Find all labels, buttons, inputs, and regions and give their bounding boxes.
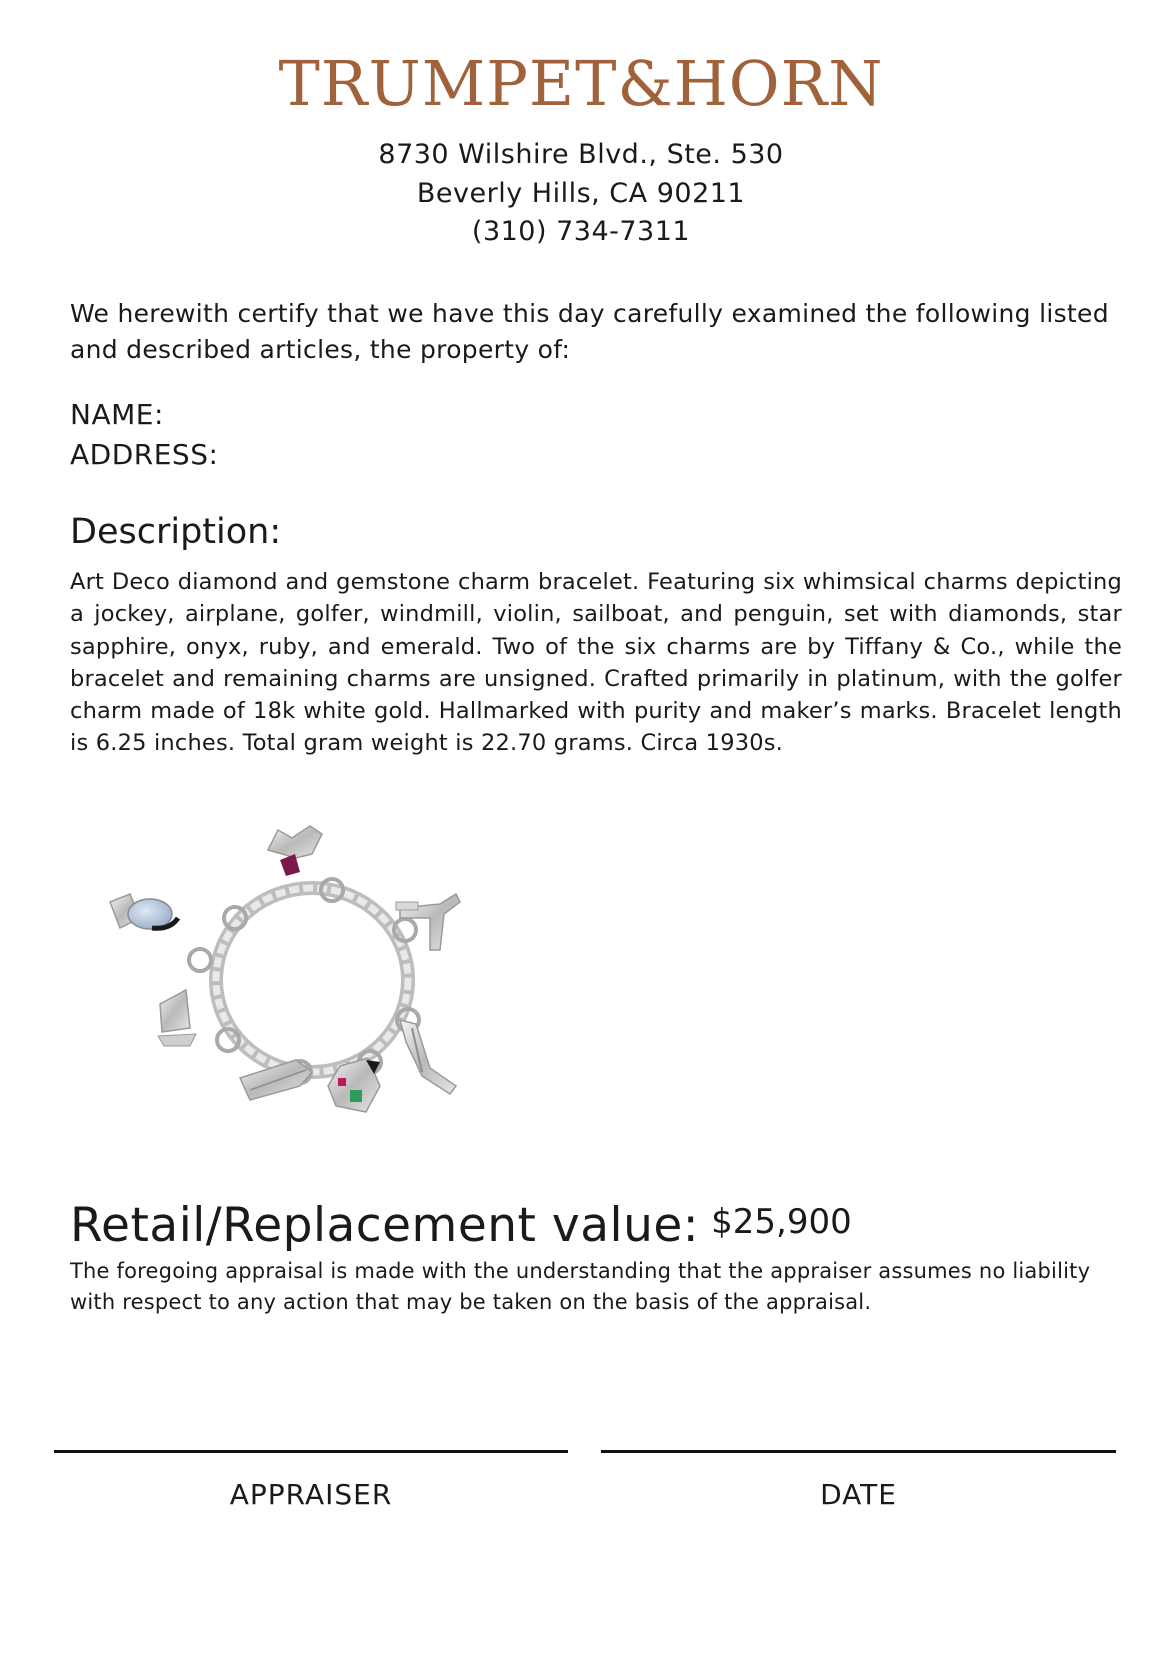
name-label: NAME: [70, 398, 164, 431]
address-line-2: Beverly Hills, CA 90211 [416, 178, 746, 209]
retail-value-label: Retail/Replacement value: [70, 1198, 700, 1253]
appraisal-disclaimer: The foregoing appraisal is made with the understanding that the appraiser assumes no liability with respect to any action that may be taken on the basis of the appraisal. [70, 1259, 1091, 1314]
retail-value-row [70, 1198, 852, 1253]
certification-intro: We herewith certify that we have this day carefully examined the following listed and described articles, the property of: [70, 299, 1109, 364]
brand-logo: TRUMPET&HORN [278, 47, 884, 120]
description-heading: Description: [70, 512, 282, 552]
address-line-1: 8730 Wilshire Blvd., Ste. 530 [378, 139, 784, 170]
appraiser-label: APPRAISER [229, 1478, 393, 1511]
bracelet-photo [100, 810, 510, 1150]
appraiser-signature-line [54, 1450, 568, 1453]
retail-value-amount: $25,900 [711, 1202, 852, 1242]
address-label: ADDRESS: [70, 438, 219, 471]
phone-number: (310) 734-7311 [471, 216, 691, 247]
date-signature-line [601, 1450, 1116, 1453]
description-text: Art Deco diamond and gemstone charm bracelet. Featuring six whimsical charms depicting a jockey, airplane, golfer, windmill, violin, sailboat, and penguin, set with diamonds, star sapphire, onyx, ruby, and emerald. Two of the six charms are by Tiffany & Co., while the bracelet and remaining charms are unsigned. Crafted primarily in platinum, with the golfer charm made of 18k white gold. Hallmarked with purity and maker’s marks. Bracelet length is 6.25 inches. Total gram weight is 22.70 grams. Circa 1930s. [70, 569, 1122, 757]
date-label: DATE [820, 1478, 897, 1511]
